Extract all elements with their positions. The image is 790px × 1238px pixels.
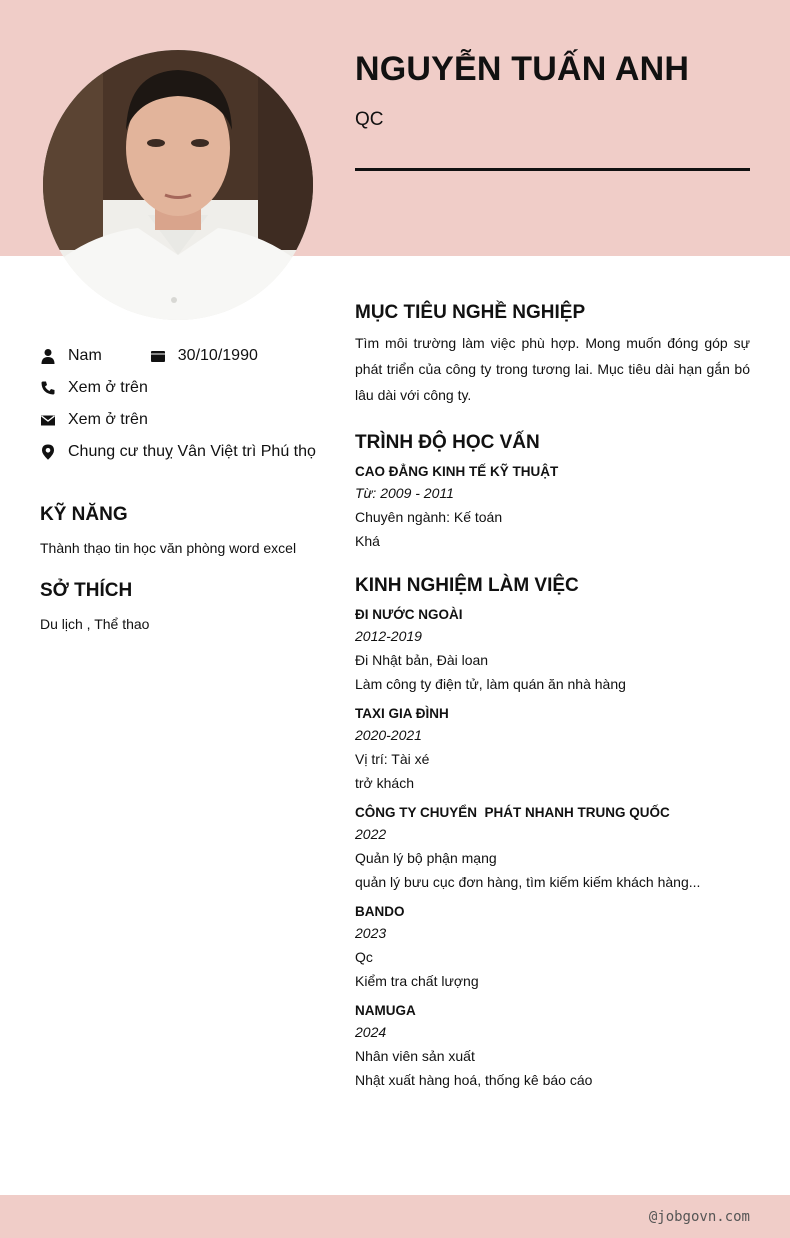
phone-icon (40, 380, 56, 396)
phone-value: Xem ở trên (68, 379, 148, 396)
objective-heading: MỤC TIÊU NGHỀ NGHIỆP (355, 302, 586, 323)
experience-date: 2024 (355, 1024, 387, 1040)
info-row-gender-birthday (40, 340, 330, 372)
experience-section (355, 575, 750, 1088)
address-value: Chung cư thuỵ Vân Việt trì Phú thọ (68, 443, 316, 460)
experience-title: NAMUGA (355, 1003, 416, 1018)
objective-text: Tìm môi trường làm việc phù hợp. Mong muốn đóng góp sự phát triển của công ty trong tương lai. Mục tiêu dài hạn gắn bó lâu dài với công ty. (355, 335, 750, 403)
experience-line: Qc (355, 949, 373, 965)
footer-brand: @jobgovn.com (648, 1209, 750, 1225)
experience-entry (355, 1003, 750, 1088)
experience-entry (355, 904, 750, 989)
education-heading: TRÌNH ĐỘ HỌC VẤN (355, 432, 540, 453)
person-icon (40, 348, 56, 364)
experience-title: BANDO (355, 904, 405, 919)
birthday-item (150, 347, 258, 365)
experience-title: CÔNG TY CHUYỂN PHÁT NHANH TRUNG QUỐC (355, 805, 670, 820)
experience-line: Làm công ty điện tử, làm quán ăn nhà hàng (355, 676, 626, 692)
experience-date: 2012-2019 (355, 628, 422, 644)
experience-date: 2020-2021 (355, 727, 422, 743)
experience-line: Quản lý bộ phận mạng (355, 850, 497, 866)
calendar-icon (150, 348, 166, 364)
experience-line: Nhật xuất hàng hoá, thống kê báo cáo (355, 1072, 593, 1088)
education-school: CAO ĐẲNG KINH TẾ KỸ THUẬT (355, 464, 559, 479)
experience-title: ĐI NƯỚC NGOÀI (355, 607, 463, 622)
experience-line: quản lý bưu cục đơn hàng, tìm kiếm kiếm khách hàng... (355, 874, 701, 890)
location-pin-icon (40, 444, 56, 460)
experience-line: Vị trí: Tài xé (355, 751, 430, 767)
experience-line: Nhân viên sản xuất (355, 1048, 475, 1064)
experience-heading: KINH NGHIỆM LÀM VIỆC (355, 575, 579, 596)
skills-heading: KỸ NĂNG (40, 504, 128, 525)
education-section (355, 432, 750, 549)
gender-item (40, 347, 102, 365)
hobbies-section (40, 580, 330, 632)
right-column (355, 302, 750, 1102)
info-row-email (40, 404, 330, 436)
info-row-address (40, 436, 330, 468)
candidate-name: NGUYỄN TUẤN ANH (355, 50, 690, 88)
skills-section (40, 504, 330, 556)
mail-icon (40, 412, 56, 428)
experience-date: 2023 (355, 925, 387, 941)
experience-entry (355, 706, 750, 791)
education-major: Chuyên ngành: Kế toán (355, 509, 503, 525)
candidate-role: QC (355, 109, 384, 130)
objective-section (355, 302, 750, 408)
header-divider (355, 168, 750, 171)
experience-title: TAXI GIA ĐÌNH (355, 706, 449, 721)
experience-entry (355, 805, 750, 890)
email-value: Xem ở trên (68, 411, 148, 428)
experience-date: 2022 (355, 826, 387, 842)
birthday-value: 30/10/1990 (177, 347, 258, 364)
hobbies-text: Du lịch , Thể thao (40, 616, 150, 632)
skills-text: Thành thạo tin học văn phòng word excel (40, 540, 297, 556)
education-period: Từ: 2009 - 2011 (355, 485, 454, 501)
avatar (43, 50, 313, 320)
hobbies-heading: SỞ THÍCH (40, 580, 133, 601)
experience-entry (355, 607, 750, 692)
avatar-photo (43, 50, 313, 320)
experience-line: Kiểm tra chất lượng (355, 973, 479, 989)
experience-line: Đi Nhật bản, Đài loan (355, 652, 489, 668)
gender-value: Nam (68, 347, 102, 364)
info-row-phone (40, 372, 330, 404)
left-column (40, 340, 330, 632)
education-grade: Khá (355, 533, 380, 549)
experience-line: trở khách (355, 775, 414, 791)
